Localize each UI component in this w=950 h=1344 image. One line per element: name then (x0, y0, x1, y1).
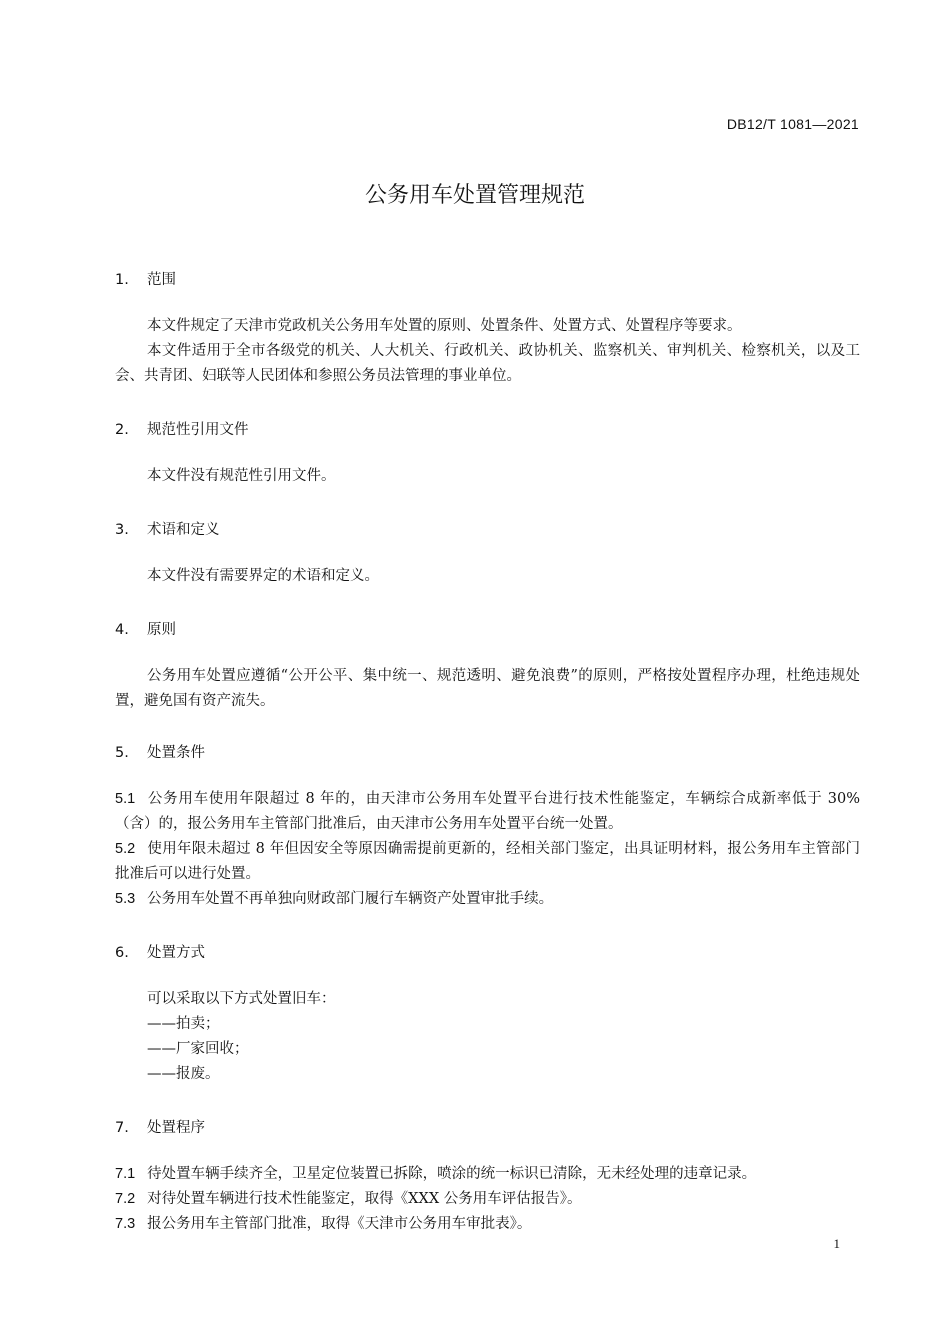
clause-number: 5.2 (115, 841, 136, 857)
section-heading-terms (115, 518, 220, 539)
clause-number: 5.3 (115, 891, 136, 907)
clause-5-2 (115, 837, 860, 887)
clause-text: 公务用车使用年限超过 8 年的，由天津市公务用车处置平台进行技术性能鉴定，车辆综合成新率低于 30%（含）的，报公务用车主管部门批准后，由天津市公务用车处置平台统一处置。 (115, 791, 860, 832)
clause-text: 对待处置车辆进行技术性能鉴定，取得《XXX 公务用车评估报告》。 (147, 1191, 582, 1207)
section-number: 2. (115, 422, 129, 438)
section-number: 3. (115, 522, 129, 538)
section-number: 1. (115, 272, 129, 288)
clause-7-3 (115, 1212, 860, 1237)
list-item: ——拍卖； (147, 1016, 220, 1032)
document-code: DB12/T 1081—2021 (726, 116, 859, 132)
clause-7-1 (115, 1162, 860, 1187)
clause-text: 报公务用车主管部门批准，取得《天津市公务用车审批表》。 (147, 1216, 532, 1232)
section-heading-conditions (115, 741, 205, 762)
clause-number: 5.1 (115, 791, 136, 807)
clause-number: 7.2 (115, 1191, 136, 1207)
section-number: 7. (115, 1120, 129, 1136)
section-title: 术语和定义 (147, 522, 220, 538)
clause-text: 使用年限未超过 8 年但因安全等原因确需提前更新的，经相关部门鉴定，出具证明材料，报公务用车主管部门批准后可以进行处置。 (115, 841, 860, 882)
clause-text: 公务用车处置不再单独向财政部门履行车辆资产处置审批手续。 (147, 891, 554, 907)
clause-5-1 (115, 787, 860, 837)
section-title: 规范性引用文件 (147, 422, 249, 438)
section-number: 6. (115, 945, 129, 961)
section-heading-procedure (115, 1116, 205, 1137)
paragraph: 本文件适用于全市各级党的机关、人大机关、行政机关、政协机关、监察机关、审判机关、检察机关，以及工会、共青团、妇联等人民团体和参照公务员法管理的事业单位。 (115, 343, 860, 384)
clause-number: 7.1 (115, 1166, 136, 1182)
list-item: ——报废。 (147, 1066, 220, 1082)
clause-number: 7.3 (115, 1216, 136, 1232)
section-title: 处置条件 (147, 745, 205, 761)
section-title: 范围 (147, 272, 176, 288)
clause-text: 待处置车辆手续齐全，卫星定位装置已拆除，喷涂的统一标识已清除，无未经处理的违章记录。 (147, 1166, 757, 1182)
paragraph: 本文件没有规范性引用文件。 (147, 468, 336, 484)
page-number: 1 (833, 1236, 840, 1251)
clause-7-2 (115, 1187, 860, 1212)
section-heading-scope (115, 268, 176, 289)
section-number: 4. (115, 622, 129, 638)
paragraph: 公务用车处置应遵循“公开公平、集中统一、规范透明、避免浪费”的原则，严格按处置程序办理，杜绝违规处置，避免国有资产流失。 (115, 668, 860, 709)
list-intro: 可以采取以下方式处置旧车： (147, 991, 336, 1007)
section-heading-methods (115, 941, 205, 962)
paragraph: 本文件没有需要界定的术语和定义。 (147, 568, 379, 584)
section-title: 原则 (147, 622, 176, 638)
paragraph: 本文件规定了天津市党政机关公务用车处置的原则、处置条件、处置方式、处置程序等要求。 (147, 318, 742, 334)
section-number: 5. (115, 745, 129, 761)
section-heading-principles (115, 618, 176, 639)
section-title: 处置方式 (147, 945, 205, 961)
section-heading-normative-references (115, 418, 249, 439)
section-title: 处置程序 (147, 1120, 205, 1136)
list-item: ——厂家回收； (147, 1041, 249, 1057)
page-title: 公务用车处置管理规范 (364, 183, 585, 208)
clause-5-3 (115, 887, 860, 912)
